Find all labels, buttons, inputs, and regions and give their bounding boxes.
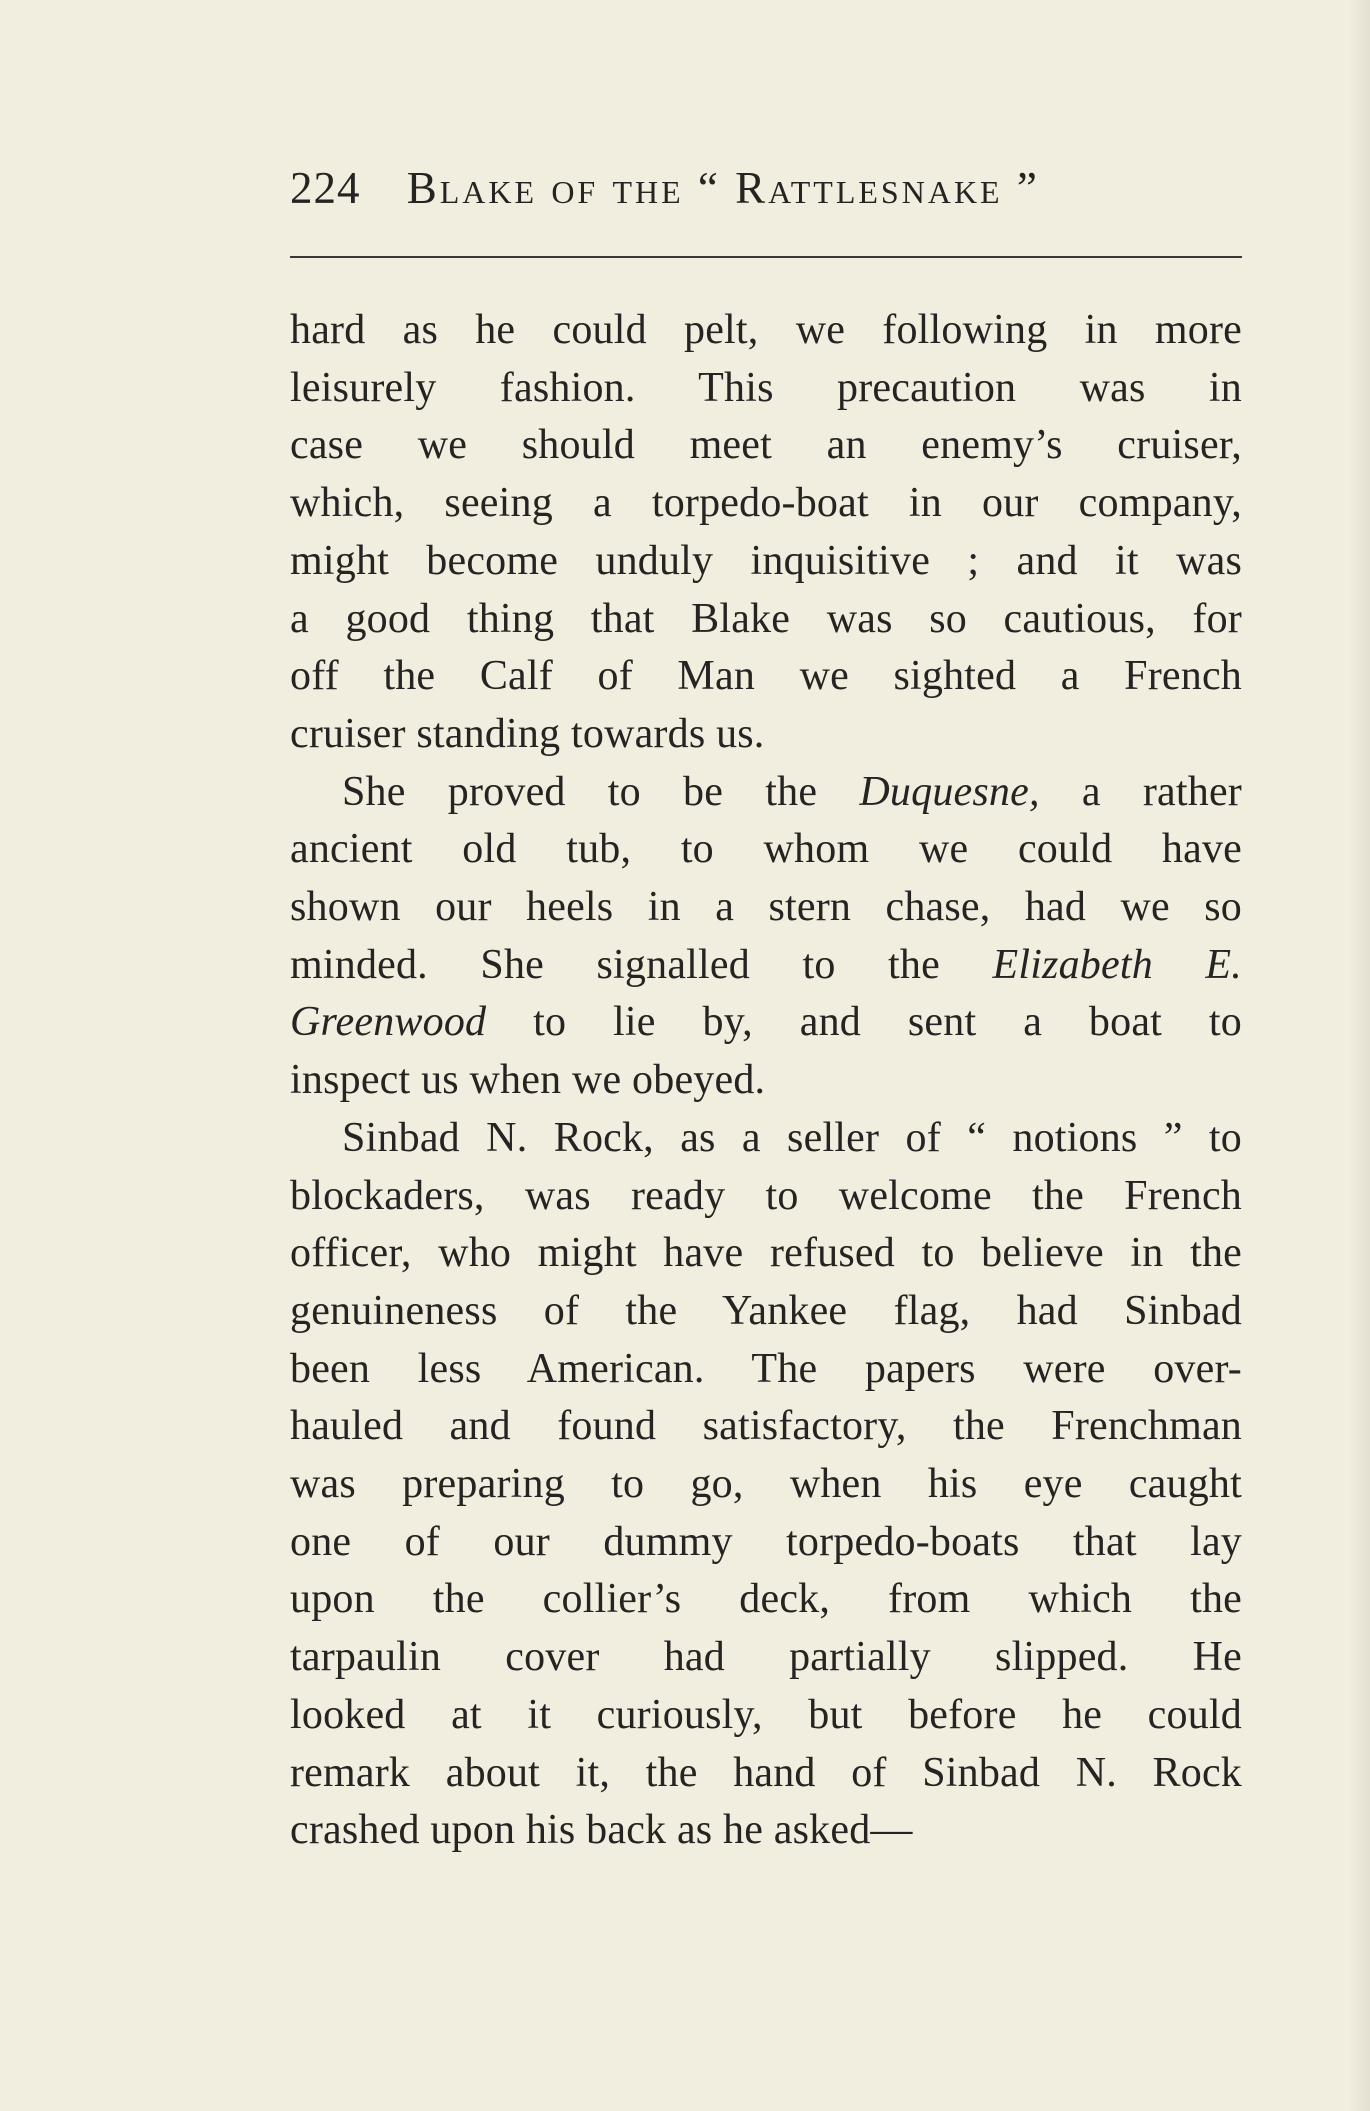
text-line: been less American. The papers were over- xyxy=(290,1345,1242,1392)
text-line: blockaders, was ready to welcome the French xyxy=(290,1172,1242,1219)
running-head xyxy=(290,160,1230,216)
ship-name: Elizabeth E. xyxy=(992,941,1242,988)
text-line: Sinbad N. Rock, as a seller of “ notions ” to xyxy=(342,1114,1242,1161)
text-line: She proved to be the Duquesne, a rather xyxy=(342,768,1242,815)
text-line: minded. She signalled to the Elizabeth E. xyxy=(290,941,1242,988)
page-edge-shadow xyxy=(1348,0,1370,2111)
running-title: Blake of the “ Rattlesnake ” xyxy=(406,163,1040,213)
body-text xyxy=(290,302,1242,1860)
text-line: inspect us when we obeyed. xyxy=(290,1057,766,1104)
text-line: case we should meet an enemy’s cruiser, xyxy=(290,422,1242,469)
text-line: officer, who might have refused to believe in the xyxy=(290,1230,1242,1277)
text-line: hauled and found satisfactory, the Frenchman xyxy=(290,1403,1242,1450)
text-line: hard as he could pelt, we following in more xyxy=(290,307,1242,353)
paragraph xyxy=(290,302,1242,764)
paragraph xyxy=(290,1110,1242,1860)
text-line: one of our dummy torpedo-boats that lay xyxy=(290,1518,1242,1565)
text-line: remark about it, the hand of Sinbad N. Rock xyxy=(290,1749,1242,1796)
text-line: which, seeing a torpedo-boat in our company, xyxy=(290,480,1242,527)
ship-name: Greenwood xyxy=(290,999,487,1046)
page-number: 224 xyxy=(290,163,361,213)
text-line: crashed upon his back as he asked— xyxy=(290,1807,913,1854)
text-line: looked at it curiously, but before he could xyxy=(290,1691,1242,1738)
text-line: upon the collier’s deck, from which the xyxy=(290,1576,1242,1623)
text-line: leisurely fashion. This precaution was in xyxy=(290,364,1242,411)
text-line: was preparing to go, when his eye caught xyxy=(290,1461,1242,1508)
text-line: might become unduly inquisitive ; and it was xyxy=(290,537,1242,584)
text-line: tarpaulin cover had partially slipped. He xyxy=(290,1634,1242,1681)
text-line: off the Calf of Man we sighted a French xyxy=(290,653,1242,700)
text-line: a good thing that Blake was so cautious, for xyxy=(290,595,1242,642)
text-line: genuineness of the Yankee flag, had Sinbad xyxy=(290,1287,1242,1334)
header-rule xyxy=(290,256,1242,258)
text-line: cruiser standing towards us. xyxy=(290,710,765,757)
text-line: Greenwood to lie by, and sent a boat to xyxy=(290,999,1242,1046)
text-line: shown our heels in a stern chase, had we so xyxy=(290,884,1242,931)
text-line: ancient old tub, to whom we could have xyxy=(290,826,1242,873)
ship-name: Duquesne, xyxy=(859,768,1040,815)
paragraph xyxy=(290,764,1242,1110)
